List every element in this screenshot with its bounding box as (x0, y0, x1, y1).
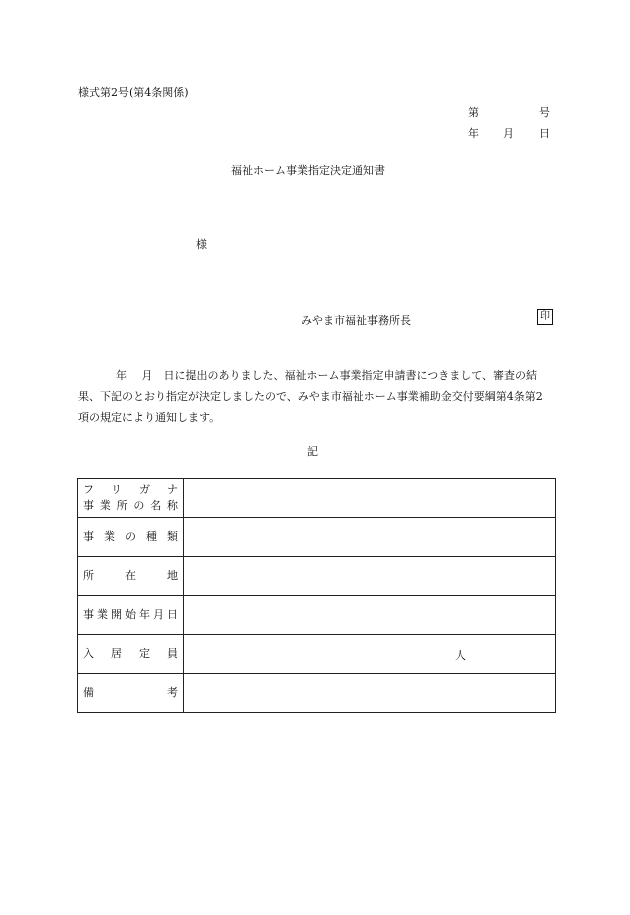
table-row (78, 635, 556, 674)
ki-label: 記 (307, 445, 318, 458)
table-row (78, 596, 556, 635)
body-text: に提出のありました、福祉ホーム事業指定申請書につきまして、審査の結果、下記のとおり指定が決定しましたので、みやま市福祉ホーム事業補助金交付要綱第4条第2項の規定により通知します。 (78, 369, 543, 424)
body-paragraph (78, 365, 551, 428)
row-label-line: 所 在 地 (83, 569, 178, 582)
number-prefix: 第 (468, 106, 479, 119)
issuer-name: みやま市福祉事務所長 (301, 314, 411, 327)
row-value-field[interactable] (184, 635, 556, 674)
document-title: 福祉ホーム事業指定決定通知書 (231, 164, 385, 177)
body-year: 年 (116, 369, 127, 382)
row-label (78, 635, 184, 674)
row-label (78, 557, 184, 596)
row-value-field[interactable] (184, 518, 556, 557)
table-row (78, 518, 556, 557)
row-label-line: 備 考 (83, 686, 178, 699)
row-value-field[interactable] (184, 557, 556, 596)
table-row (78, 479, 556, 518)
row-label (78, 674, 184, 713)
addressee-honorific: 様 (196, 238, 207, 251)
row-label-line: 事 業 所 の 名 称 (83, 499, 178, 512)
info-table (77, 478, 556, 713)
row-label (78, 596, 184, 635)
row-label-line: フ リ ガ ナ (83, 483, 178, 496)
number-suffix: 号 (539, 106, 550, 119)
date-month: 月 (503, 127, 514, 140)
body-month: 月 (141, 369, 153, 382)
date-day: 日 (539, 127, 550, 140)
row-label (78, 518, 184, 557)
table-row (78, 557, 556, 596)
row-value-field[interactable] (184, 674, 556, 713)
row-value-field[interactable] (184, 596, 556, 635)
body-day: 日 (163, 369, 175, 382)
form-number: 様式第2号(第4条関係) (78, 86, 189, 99)
row-label-line: 事 業 開 始 年 月 日 (83, 608, 178, 621)
unit-label: 人 (455, 649, 466, 662)
row-value-field[interactable] (184, 479, 556, 518)
table-row (78, 674, 556, 713)
row-label (78, 479, 184, 518)
date-year: 年 (468, 127, 479, 140)
row-label-line: 入 居 定 員 (83, 647, 178, 660)
row-label-line: 事 業 の 種 類 (83, 530, 178, 543)
seal-mark: 印 (537, 309, 553, 325)
